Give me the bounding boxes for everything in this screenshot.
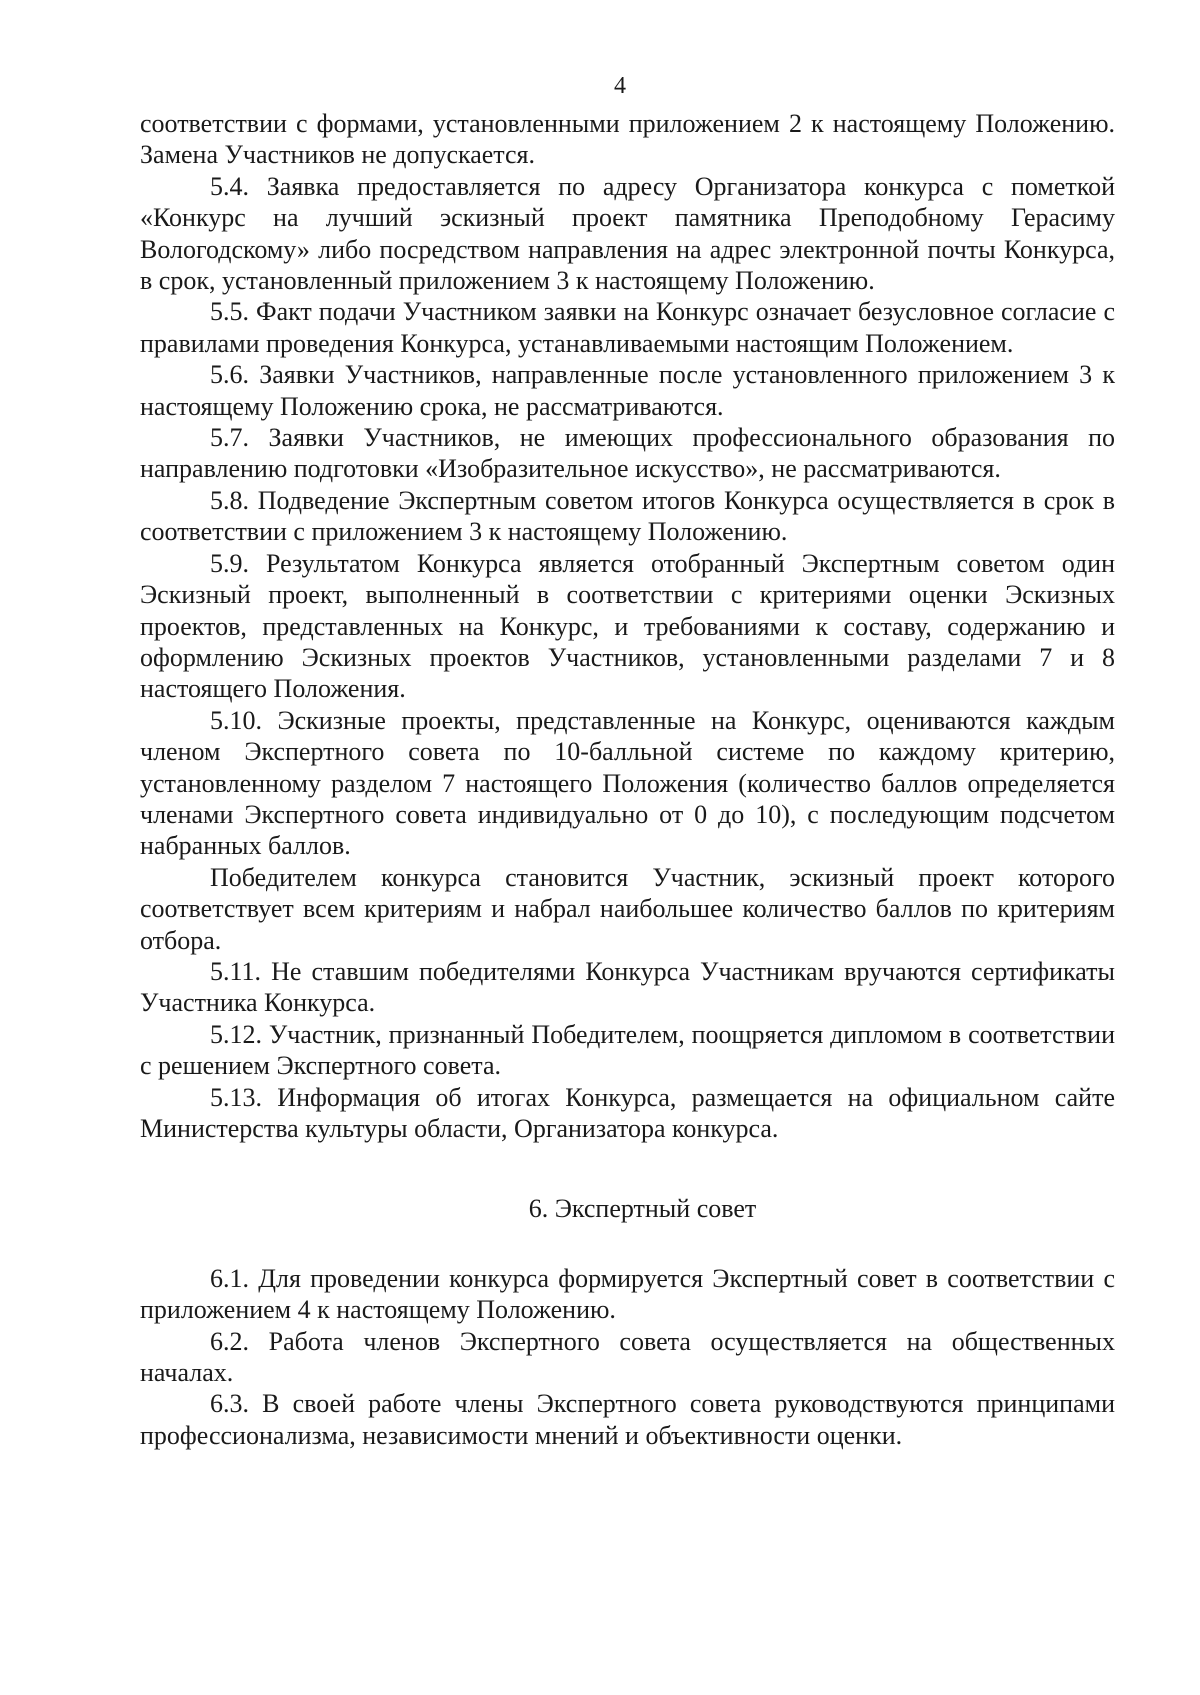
paragraph-5-4: 5.4. Заявка предоставляется по адресу Организатора конкурса с пометкой «Конкурс на лучший эскизный проект памятника Преподобному Герасиму Вологодскому» либо посредством направления на адрес электронной почты Конкурса, в срок, установленный приложением 3 к настоящему Положению.: [140, 171, 1115, 296]
paragraph-5-10-winner: Победителем конкурса становится Участник, эскизный проект которого соответствует всем критериям и набрал наибольшее количество баллов по критериям отбора.: [140, 862, 1115, 955]
paragraph-5-7: 5.7. Заявки Участников, не имеющих профессионального образования по направлению подготовки «Изобразительное искусство», не рассматриваются.: [140, 423, 1115, 484]
paragraph-5-6: 5.6. Заявки Участников, направленные после установленного приложением 3 к настоящему Положению срока, не рассматриваются.: [140, 360, 1115, 421]
paragraph-5-13: 5.13. Информация об итогах Конкурса, размещается на официальном сайте Министерства культуры области, Организатора конкурса.: [140, 1082, 1115, 1143]
paragraph-6-3: 6.3. В своей работе члены Экспертного совета руководствуются принципами профессионализма, независимости мнений и объективности оценки.: [140, 1389, 1115, 1450]
paragraph-6-1: 6.1. Для проведении конкурса формируется Экспертный совет в соответствии с приложением 4 к настоящему Положению.: [140, 1263, 1115, 1325]
section-heading: 6. Экспертный совет: [528, 1194, 757, 1224]
paragraph-5-12: 5.12. Участник, признанный Победителем, поощряется дипломом в соответствии с решением Экспертного совета.: [140, 1019, 1115, 1081]
page-number: 4: [614, 73, 626, 99]
spacer: [140, 1144, 1115, 1193]
paragraph-6-2: 6.2. Работа членов Экспертного совета осуществляется на общественных началах.: [140, 1326, 1115, 1388]
document-body: [140, 108, 1115, 1451]
paragraph-5-5: 5.5. Факт подачи Участником заявки на Конкурс означает безусловное согласие с правилами проведения Конкурса, устанавливаемыми настоящим Положением.: [140, 297, 1115, 358]
paragraph-continuation: соответствии с формами, установленными приложением 2 к настоящему Положению. Замена Участников не допускается.: [140, 109, 1115, 170]
paragraph-5-8: 5.8. Подведение Экспертным советом итогов Конкурса осуществляется в срок в соответствии с приложением 3 к настоящему Положению.: [140, 485, 1115, 547]
spacer: [140, 1225, 1115, 1263]
paragraph-5-9: 5.9. Результатом Конкурса является отобранный Экспертным советом один Эскизный проект, выполненный в соответствии с критериями оценки Эскизных проектов, представленных на Конкурс, и требованиями к составу, содержанию и оформлению Эскизных проектов Участников, установленными разделами 7 и 8 настоящего Положения.: [140, 548, 1115, 704]
paragraph-5-10: 5.10. Эскизные проекты, представленные на Конкурс, оцениваются каждым членом Экспертного совета по 10-балльной системе по каждому критерию, установленному разделом 7 настоящего Положения (количество баллов определяется членами Экспертного совета индивидуально от 0 до 10), с последующим подсчетом набранных баллов.: [140, 705, 1115, 861]
paragraph-5-11: 5.11. Не ставшим победителями Конкурса Участникам вручаются сертификаты Участника Конкурса.: [140, 956, 1115, 1018]
